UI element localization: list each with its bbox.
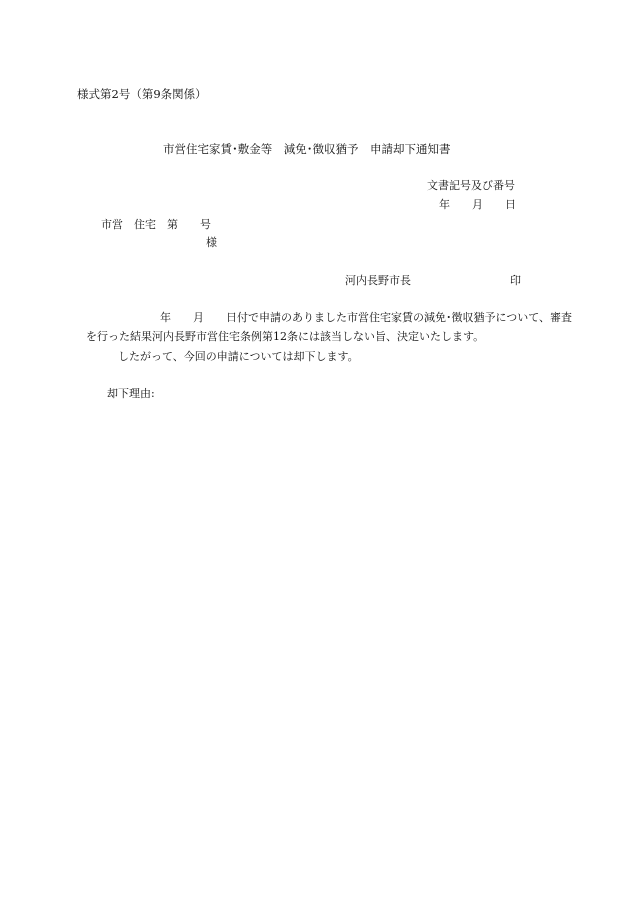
form-number: 様式第2号（第9条関係）	[77, 87, 207, 101]
seal-mark: 印	[510, 274, 521, 287]
issuer: 河内長野市長	[345, 274, 411, 287]
honorific: 様	[206, 236, 217, 249]
addressee-number: 市営 住宅 第 号	[101, 218, 211, 231]
date-line: 年 月 日	[439, 198, 516, 211]
body-line-1: 年 月 日付で申請のありました市営住宅家賃の減免･徴収猶予について、審査	[160, 311, 573, 324]
document-reference-label: 文書記号及び番号	[427, 179, 515, 192]
body-line-3: したがって、今回の申請については却下します。	[118, 350, 359, 363]
body-line-2: を行った結果河内長野市営住宅条例第12条には該当しない旨、決定いたします。	[86, 330, 485, 343]
rejection-reason-label: 却下理由:	[107, 387, 155, 400]
document-title: 市営住宅家賃･敷金等 減免･徴収猶予 申請却下通知書	[163, 142, 451, 156]
